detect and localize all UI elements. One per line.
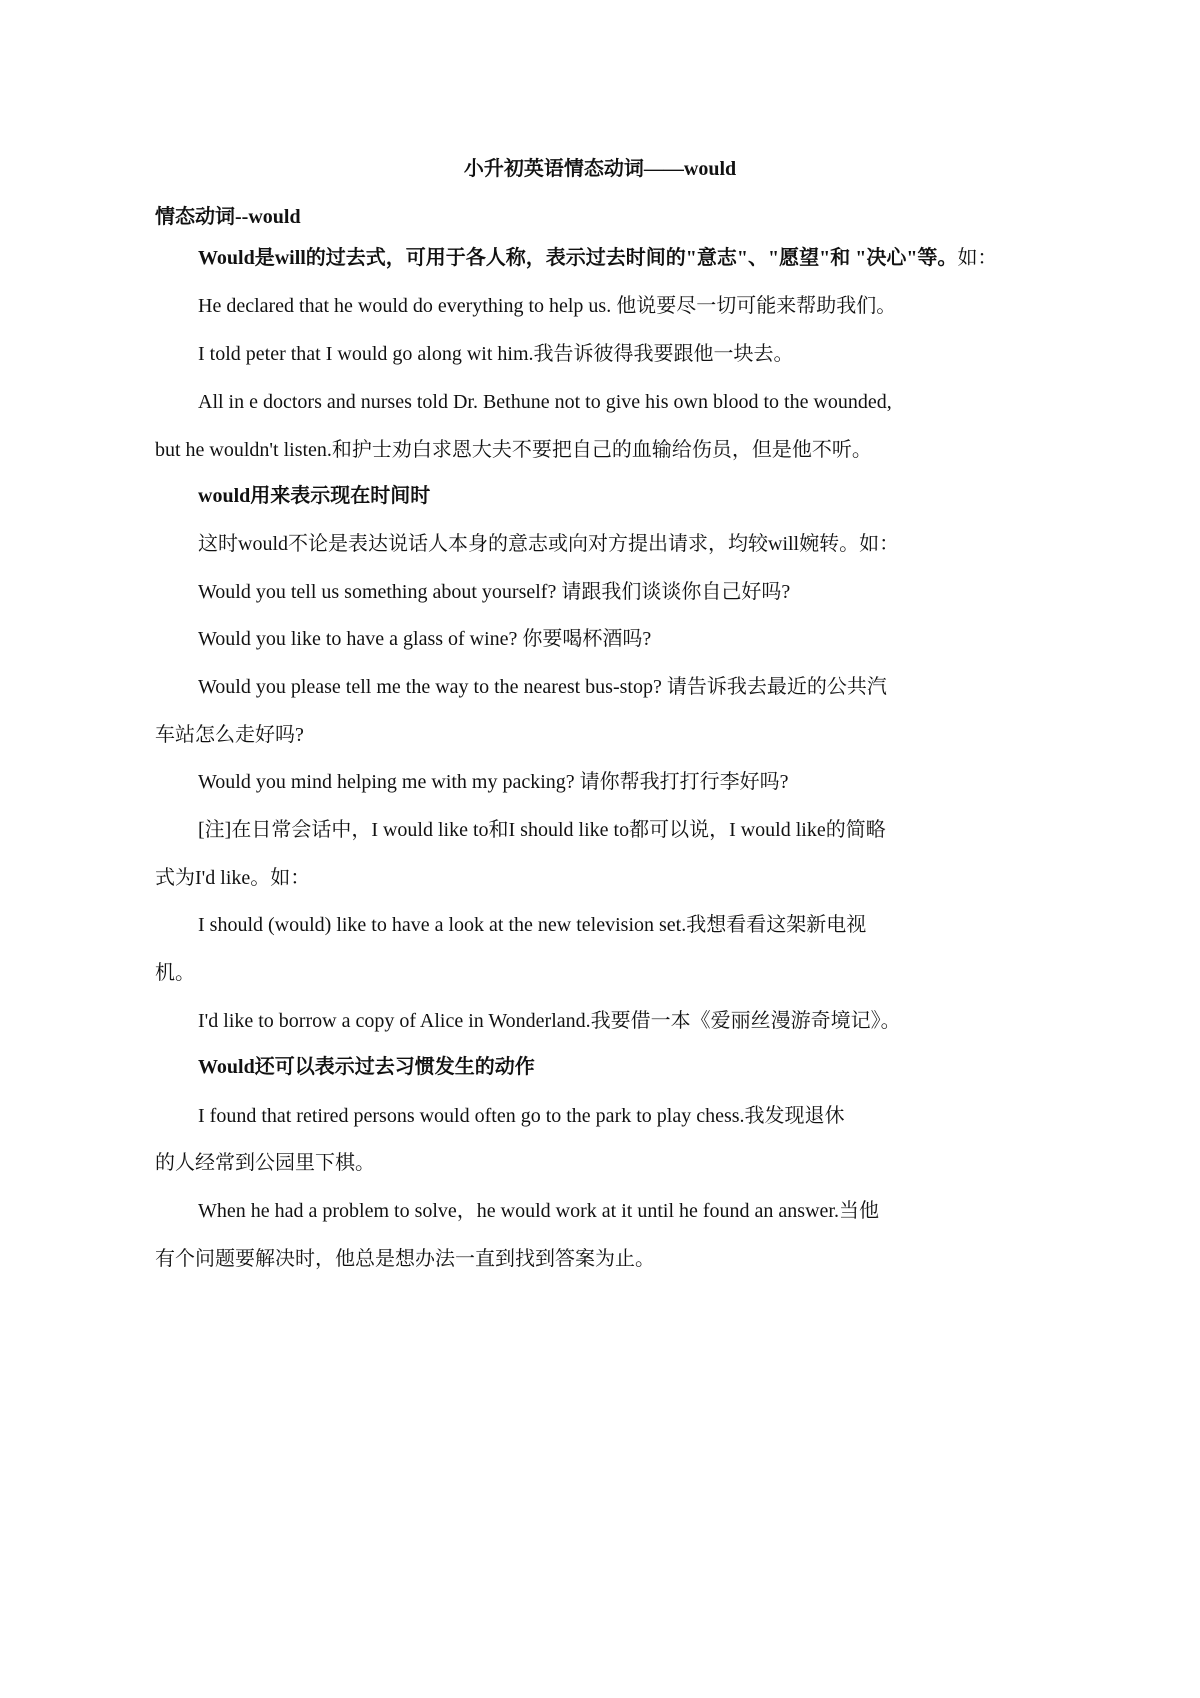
example-line: Would you please tell me the way to the nearest bus-stop? 请告诉我去最近的公共汽 (198, 676, 887, 698)
example-line-cont: 的人经常到公园里下棋。 (155, 1152, 375, 1174)
example-line-cont: 车站怎么走好吗? (155, 724, 304, 746)
example-line: All in e doctors and nurses told Dr. Bethune not to give his own blood to the wounded, (198, 391, 892, 413)
note-line: [注]在日常会话中，I would like to和I should like to都可以说，I would like的简略 (198, 819, 886, 841)
example-line: He declared that he would do everything to help us. 他说要尽一切可能来帮助我们。 (198, 295, 897, 317)
example-line: Would you tell us something about yourself? 请跟我们谈谈你自己好吗? (198, 581, 791, 603)
example-line-cont: but he wouldn't listen.和护士劝白求恩大夫不要把自己的血输给伤员，但是他不听。 (155, 439, 872, 461)
example-line: I told peter that I would go along wit him.我告诉彼得我要跟他一块去。 (198, 343, 794, 365)
example-line-cont: 有个问题要解决时，他总是想办法一直到找到答案为止。 (155, 1248, 655, 1270)
example-line: I found that retired persons would often go to the park to play chess.我发现退休 (198, 1105, 845, 1127)
example-line: Would you like to have a glass of wine? 你要喝杯酒吗? (198, 628, 652, 650)
example-line: I'd like to borrow a copy of Alice in Wonderland.我要借一本《爱丽丝漫游奇境记》。 (198, 1010, 901, 1032)
example-line: Would you mind helping me with my packing? 请你帮我打打行李好吗? (198, 771, 789, 793)
para-would-past (198, 245, 1045, 271)
section-heading-present: would用来表示现在时间时 (198, 485, 431, 507)
section-description: 这时would不论是表达说话人本身的意志或向对方提出请求，均较will婉转。如： (198, 533, 900, 555)
section-heading-habit: Would还可以表示过去习惯发生的动作 (198, 1056, 535, 1078)
document-title: 小升初英语情态动词——would (463, 158, 737, 180)
para-would-past-tail: 如： (957, 247, 998, 269)
example-line: I should (would) like to have a look at the new television set.我想看看这架新电视 (198, 914, 867, 936)
note-line-cont: 式为I'd like。如： (155, 867, 311, 889)
para-would-past-bold: Would是will的过去式，可用于各人称，表示过去时间的"意志"、"愿望"和 "决心"等。 (198, 247, 958, 269)
section-heading-main: 情态动词--would (155, 206, 301, 228)
example-line-cont: 机。 (155, 962, 195, 984)
example-line: When he had a problem to solve，he would work at it until he found an answer.当他 (198, 1200, 879, 1222)
